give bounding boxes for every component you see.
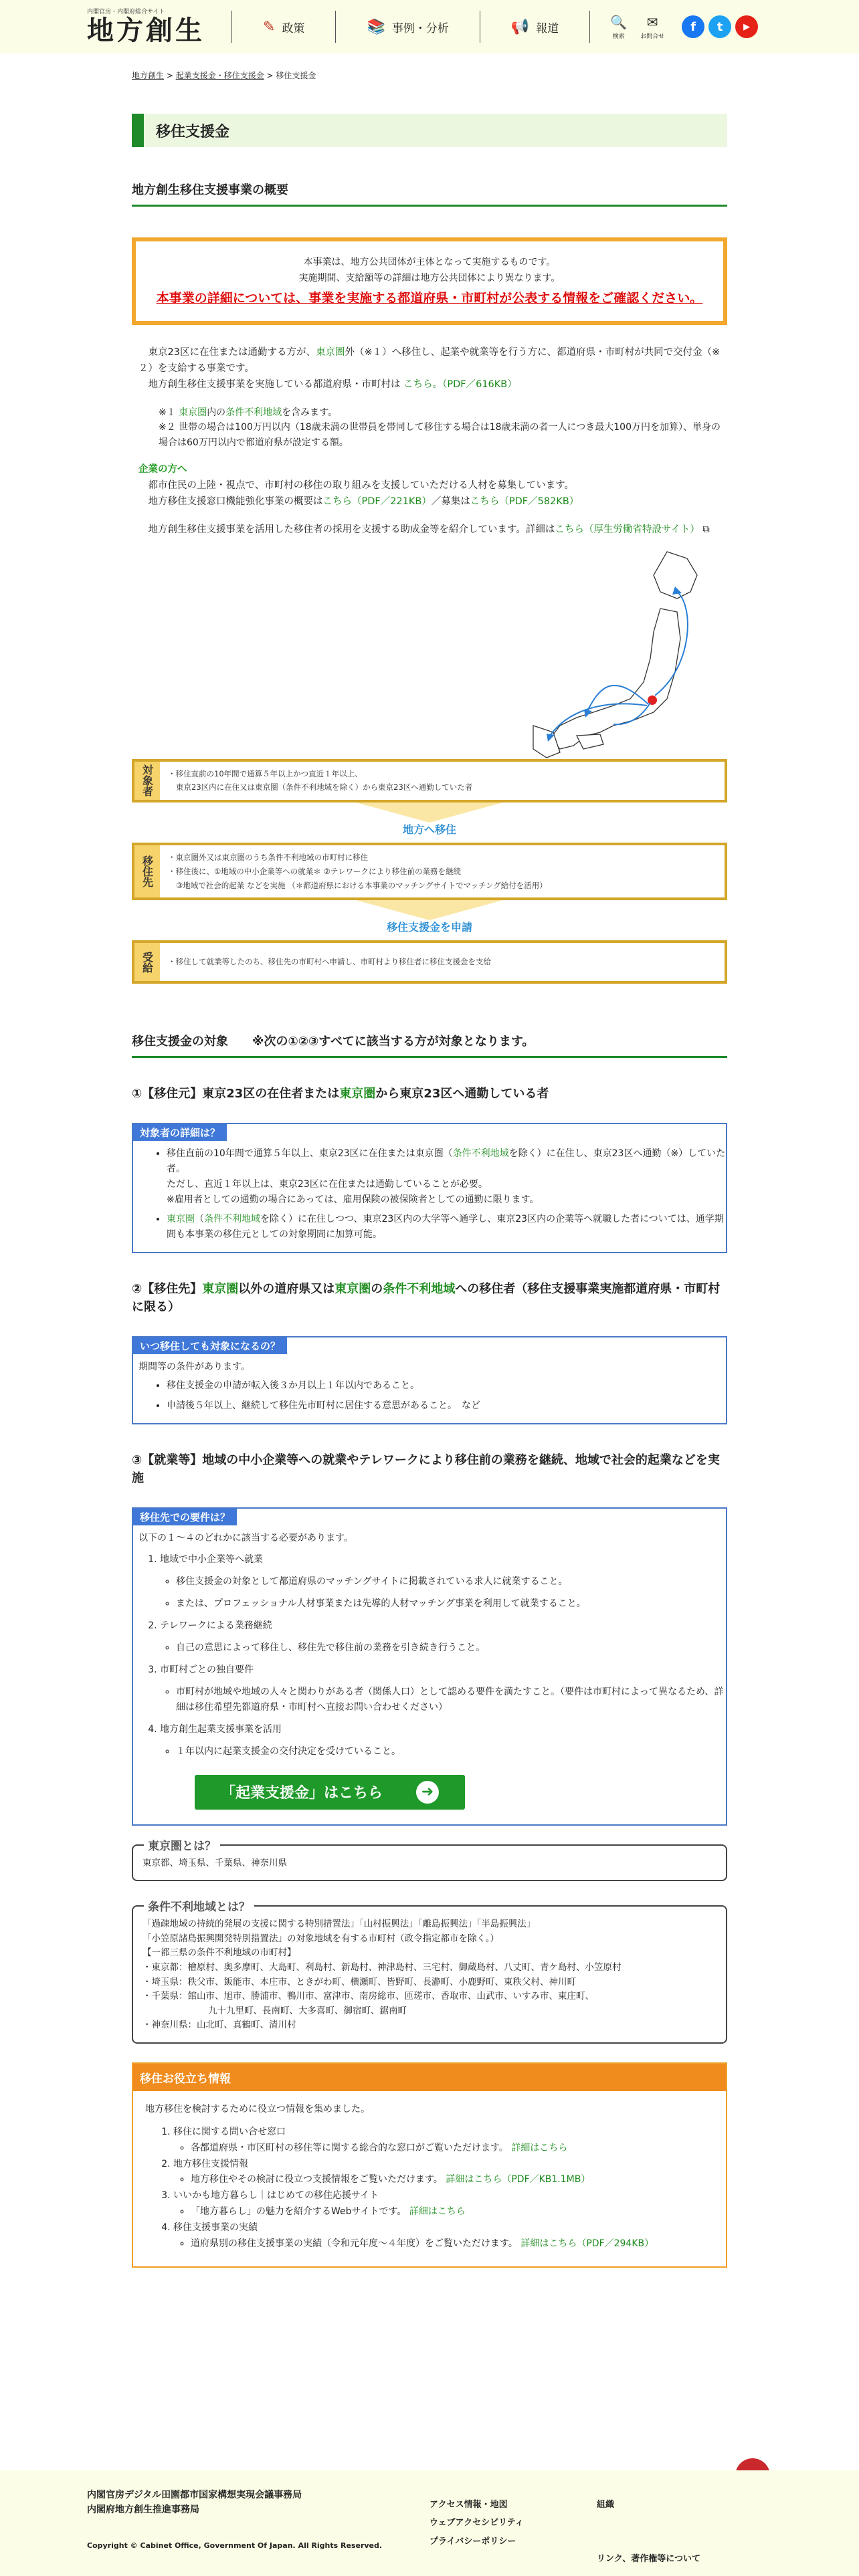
municipality-list-link[interactable]: こちら。（PDF／616KB） xyxy=(403,379,517,390)
list-item: • 移住支援金の申請が転入後３か月以上１年以内であること。 xyxy=(167,1378,726,1394)
box-line: ・千葉県：館山市、旭市、勝浦市、鴨川市、富津市、南房総市、匝瑳市、香取市、山武市、いすみ市、東庄町、 xyxy=(142,1991,594,2002)
flow-line: ③地域で社会的起業 などを実施 （＊都道府県における本事業のマッチングサイトでマッチング給付を活用） xyxy=(176,880,547,890)
breadcrumb: 地方創生 > 起業支援金・移住支援金 > 移住支援金 xyxy=(132,71,316,80)
info-link[interactable]: 詳細はこちら（PDF／294KB） xyxy=(520,2238,654,2249)
section3-detail-box xyxy=(132,1507,727,1826)
recruit-pdf-link[interactable]: こちら（PDF／582KB） xyxy=(470,496,579,507)
section1-heading xyxy=(132,1085,727,1103)
nav-label: 政策 xyxy=(282,21,305,35)
box-title: 対象者の詳細は？ xyxy=(133,1124,227,1141)
section2-heading xyxy=(132,1280,727,1316)
list-item xyxy=(160,1618,726,1656)
copyright: Copyright © Cabinet Office, Government Of Japan. All Rights Reserved. xyxy=(87,2541,383,2550)
list-item xyxy=(160,1722,726,1759)
org-name: 内閣府地方創生推進事務局 xyxy=(87,2504,199,2516)
corp-text: ／募集は xyxy=(431,496,470,507)
list-text: ※雇用者としての通勤の場合にあっては、雇用保険の被保険者としての通勤に限ります。 xyxy=(167,1194,539,1206)
footer-link[interactable]: プライバシーポリシー xyxy=(430,2536,516,2547)
corp-heading: 企業の方へ xyxy=(138,464,187,475)
site-footer xyxy=(0,2470,859,2576)
overview-heading: 地方創生移住支援事業の概要 xyxy=(132,181,727,207)
heading-part: への移住者（移住支援事業実施都道府県・市町村に限る） xyxy=(132,1282,721,1315)
breadcrumb-parent[interactable]: 起業支援金・移住支援金 xyxy=(175,71,264,80)
heading-part: 以外の道府県又は xyxy=(238,1282,335,1297)
overview-pdf-link[interactable]: こちら（PDF／221KB） xyxy=(322,496,432,507)
contact-label: お問合せ xyxy=(640,33,665,40)
flow-label: 受給 xyxy=(134,943,160,981)
flow-line: ・移住して就業等したのち、移住先の市町村へ申請し、市町村より移住者に移住支援金を支給 xyxy=(168,957,491,967)
footer-org xyxy=(87,2488,302,2518)
twitter-icon[interactable]: t xyxy=(708,15,731,38)
list-item xyxy=(160,1662,726,1715)
org-name: 内閣官房デジタル田園都市国家構想実現会議事務局 xyxy=(87,2490,302,2500)
logo-title: 地方創生 xyxy=(87,15,205,46)
mhlw-site-link[interactable]: こちら（厚生労働省特設サイト） xyxy=(555,524,700,535)
box-line: 【一都三県の条件不利地域の市町村】 xyxy=(142,1947,296,1959)
flow-label: 対象者 xyxy=(134,762,160,800)
list-text: 移住直前の10年間で通算５年以上、東京23区に在住または東京圏（ xyxy=(167,1148,453,1159)
flow-label: 移住先 xyxy=(134,845,160,897)
tokyo-area-link[interactable]: 東京圏 xyxy=(315,347,345,358)
nav-item-policy[interactable] xyxy=(232,19,335,35)
pen-icon: ✎ xyxy=(263,18,276,35)
corp-section xyxy=(132,462,727,510)
youtube-icon[interactable]: ▶ xyxy=(735,15,758,38)
search-icon: 🔍 xyxy=(610,13,628,30)
heading-part: ②【移住先】 xyxy=(132,1282,203,1297)
section1-detail-box xyxy=(132,1123,727,1254)
list-text: （ xyxy=(195,1214,204,1225)
contact-button[interactable] xyxy=(640,14,664,40)
box-line: ・東京都：檜原村、奥多摩町、大島町、利島村、新島村、神津島村、三宅村、御蔵島村、八丈町、青ケ島村、小笠原村 xyxy=(142,1961,622,1973)
grant-text xyxy=(132,522,727,538)
requirement-label: 地方創生起業支援事業を活用 xyxy=(160,1724,282,1735)
tokyo-area-link[interactable]: 東京圏 xyxy=(202,1282,239,1297)
requirement-detail: ◦ または、プロフェッショナル人材事業または先導的人材マッチング事業を利用して就業すること。 xyxy=(176,1596,726,1612)
info-link[interactable]: 詳細はこちら xyxy=(511,2142,568,2153)
target-heading: 移住支援金の対象 ※次の①②③すべてに該当する方が対象となります。 xyxy=(132,1032,727,1058)
box-title: いつ移住しても対象になるの？ xyxy=(133,1337,287,1354)
footnote-text: を含みます。 xyxy=(282,407,338,418)
search-label: 検索 xyxy=(612,33,625,40)
logo-subtitle: 内閣官房・内閣府総合サイト xyxy=(87,9,165,15)
tokyo-area-box xyxy=(132,1839,727,1882)
nav-label: 報道 xyxy=(536,21,559,35)
info-text: 地方移住やその検討に役立つ支援情報をご覧いただけます。 xyxy=(191,2174,443,2185)
list-item xyxy=(173,2125,726,2157)
arrow-right-icon: ➜ xyxy=(416,1781,439,1804)
flow-line: 東京23区内に在住又は東京圏（条件不利地域を除く）から東京23区へ通勤していた者 xyxy=(176,782,473,792)
breadcrumb-home[interactable]: 地方創生 xyxy=(132,71,165,80)
box-line: 九十九里町、長南町、大多喜町、御宿町、鋸南町 xyxy=(208,2005,407,2016)
requirement-label: 地域で中小企業等へ就業 xyxy=(160,1553,263,1565)
box-title: 条件不利地域とは？ xyxy=(144,1899,254,1917)
facebook-icon[interactable]: f xyxy=(682,15,704,38)
footer-link[interactable]: ウェブアクセシビリティ xyxy=(430,2518,524,2529)
disadvantaged-area-link[interactable]: 条件不利地域 xyxy=(383,1282,456,1297)
notice-warning: 本事業の詳細については、事業を実施する都道府県・市町村が公表する情報をご確認ください。 xyxy=(156,290,703,306)
info-label: 移住支援事業の実績 xyxy=(173,2222,258,2233)
requirement-detail: ◦ 移住支援金の対象として都道府県のマッチングサイトに掲載されている求人に就業すること。 xyxy=(176,1574,726,1590)
disadvantaged-area-link[interactable]: 条件不利地域 xyxy=(452,1148,509,1159)
flow-arrow-apply xyxy=(132,900,727,940)
footer-links xyxy=(430,2496,524,2551)
list-text: を除く）に在住し、東京23区へ通勤（※）していた者。 xyxy=(167,1148,726,1174)
shikoku-shape xyxy=(577,734,603,749)
button-label: 「起業支援金」はこちら xyxy=(220,1785,383,1802)
info-link[interactable]: 詳細はこちら（PDF／KB1.1MB） xyxy=(446,2174,591,2185)
tokyo-area-link[interactable]: 東京圏 xyxy=(335,1282,371,1297)
box-intro: 以下の１～４のどれかに該当する必要があります。 xyxy=(138,1532,353,1543)
info-label: 移住に関する問い合せ窓口 xyxy=(173,2126,286,2137)
notice-box xyxy=(132,237,727,325)
social-links xyxy=(682,15,758,38)
requirement-detail: ◦ １年以内に起業支援金の交付決定を受けていること。 xyxy=(176,1744,726,1759)
mail-icon: ✉ xyxy=(646,13,658,30)
list-text: を除く）に在住しつつ、東京23区内の大学等へ通学し、東京23区内の企業等へ就職した者については、通学期間も本事業の移住元としての対象期間に加算可能。 xyxy=(167,1214,724,1241)
utility-links xyxy=(610,14,664,40)
japan-map-illustration xyxy=(132,545,727,759)
requirement-label: テレワークによる業務継続 xyxy=(160,1620,272,1631)
list-item: • 申請後５年以上、継続して移住先市町村に居住する意思があること。 など xyxy=(167,1398,726,1414)
list-item xyxy=(173,2188,726,2220)
flow-line: ・東京圏外又は東京圏のうち条件不利地域の市町村に移住 xyxy=(168,853,368,863)
section2-detail-box xyxy=(132,1336,727,1424)
grant-text-part: 地方創生移住支援事業を活用した移住者の採用を支援する助成金等を紹介しています。詳細は xyxy=(148,524,555,535)
intro-text-part: 地方創生移住支援事業を実施している都道府県・市町村は xyxy=(148,379,404,390)
intro-text-part: 東京23区に在住または通勤する方が、 xyxy=(148,347,316,358)
footnotes xyxy=(132,405,727,450)
requirement-label: 市町村ごとの独自要件 xyxy=(160,1665,254,1676)
requirement-detail: ◦ 市町村が地域や地域の人々と関わりがある者（関係人口）として認める要件を満たすこと。（要件は市町村によって異なるため、詳細は移住希望先都道府県・市町村へ直接お問い合わせください） xyxy=(176,1685,726,1715)
page-title: 移住支援金 xyxy=(132,114,727,147)
footer-link[interactable]: 組織 xyxy=(597,2500,615,2510)
footer-link[interactable]: リンク、著作権等について xyxy=(597,2554,700,2565)
flow-destination-box xyxy=(132,843,727,900)
nav-item-cases[interactable] xyxy=(336,19,479,35)
flow-arrow-shape xyxy=(356,900,503,920)
disadvantaged-area-link[interactable]: 条件不利地域 xyxy=(225,407,282,418)
external-link-icon: ⧉ xyxy=(699,524,710,535)
info-text: 「地方暮らし」の魅力を紹介するWebサイトです。 xyxy=(191,2206,407,2217)
footnote-text: 内の xyxy=(207,407,226,418)
heading-part: ①【移住元】東京23区の在住者または xyxy=(132,1086,340,1101)
startup-grant-button[interactable] xyxy=(195,1775,465,1810)
list-item xyxy=(173,2220,726,2252)
japan-map xyxy=(132,545,727,759)
box-intro: 地方移住を検討するために役立つ情報を集めました。 xyxy=(145,2103,370,2115)
corp-text: 地方移住支援窓口機能強化事業の概要は xyxy=(148,496,323,507)
footer-links xyxy=(597,2496,700,2569)
heading-part: の xyxy=(371,1282,383,1297)
flow-line: ・移住直前の10年間で通算５年以上かつ直近１年以上、 xyxy=(168,768,363,778)
info-label: 地方移住支援情報 xyxy=(173,2158,248,2169)
breadcrumb-current: 移住支援金 xyxy=(276,71,316,80)
list-item xyxy=(173,2157,726,2189)
box-title: 東京圏とは？ xyxy=(144,1838,220,1856)
info-text: 道府県別の移住支援事業の実績（令和元年度～４年度）をご覧いただけます。 xyxy=(191,2238,518,2249)
flow-receive-box xyxy=(132,940,727,984)
flow-text xyxy=(160,845,555,897)
box-line: 「小笠原諸島振興開発特別措置法」の対象地域を有する市町村（政令指定都市を除く。） xyxy=(142,1933,499,1944)
footnote-text: ※２ 世帯の場合は100万円以内（18歳未満の世帯員を帯同して移住する場合は18歳未満の者一人につき最大100万円を加算）、単身の場合は60万円以内で都道府県が設定する額。 xyxy=(159,422,721,448)
tokyo-area-link[interactable]: 東京圏 xyxy=(179,407,207,418)
tokyo-marker xyxy=(648,695,657,705)
intro-text xyxy=(132,345,727,393)
list-text: ただし、直近１年以上は、東京23区に在住または通勤していることが必要。 xyxy=(167,1179,488,1190)
box-title: 移住先での要件は？ xyxy=(133,1509,237,1525)
info-link[interactable]: 詳細はこちら xyxy=(409,2206,466,2217)
corp-text: 都市住民の上陸・視点で、市町村の移住の取り組みを支援していただける人材を募集しています。 xyxy=(148,480,575,491)
section3-heading: ③【就業等】地域の中小企業等への就業やテレワークにより移住前の業務を継続、地域で社会的起業などを実施 xyxy=(132,1453,720,1485)
nav-label: 事例・分析 xyxy=(391,21,449,35)
list-item xyxy=(160,1552,726,1612)
info-label: いいかも地方暮らし｜はじめての移住応援サイト xyxy=(173,2190,379,2202)
intro-text-part: 外（※１）へ移住し、起業や就業等を行う方に、都道府県・市町村が共同で交付金（※２）を支給する事業です。 xyxy=(138,347,721,374)
site-logo[interactable] xyxy=(87,9,205,44)
flow-arrow-label: 移住支援金を申請 xyxy=(386,921,472,934)
main-content xyxy=(132,53,727,2268)
box-title: 移住お役立ち情報 xyxy=(133,2064,726,2091)
box-line: 「過疎地域の持続的発展の支援に関する特別措置法」「山村振興法」「離島振興法」「半島振興法」 xyxy=(142,1919,536,1930)
site-header xyxy=(0,0,859,53)
tokyo-area-link[interactable]: 東京圏 xyxy=(167,1214,195,1225)
box-body: 東京都、埼玉県、千葉県、神奈川県 xyxy=(142,1857,287,1868)
honshu-shape xyxy=(550,609,680,749)
flow-arrow-shape xyxy=(356,802,503,823)
search-button[interactable] xyxy=(610,14,627,40)
tokyo-area-link[interactable]: 東京圏 xyxy=(339,1086,376,1101)
notice-line: 本事業は、地方公共団体が主体となって実施するものです。 xyxy=(303,257,556,267)
flow-target-box xyxy=(132,759,727,802)
notice-line: 実施期間、支給額等の詳細は地方公共団体により異なります。 xyxy=(298,272,561,284)
disadvantaged-area-box xyxy=(132,1901,727,2044)
footnote-text: ※１ xyxy=(159,407,179,418)
list-item xyxy=(167,1146,726,1208)
flow-arrow-move xyxy=(132,802,727,843)
box-line: ・埼玉県：秩父市、飯能市、本庄市、ときがわ町、横瀬町、皆野町、長瀞町、小鹿野町、東秩父村、神川町 xyxy=(142,1976,576,1988)
nav-item-press[interactable] xyxy=(480,19,589,35)
box-line: ・神奈川県：山北町、真鶴町、清川村 xyxy=(142,2020,296,2031)
useful-info-box xyxy=(132,2062,727,2268)
flow-arrow-label: 地方へ移住 xyxy=(402,823,456,837)
megaphone-icon: 📢 xyxy=(510,18,530,35)
disadvantaged-area-link[interactable]: 条件不利地域 xyxy=(204,1214,260,1225)
box-intro: 期間等の条件があります。 xyxy=(138,1362,250,1373)
nav-divider xyxy=(589,11,590,43)
flow-text xyxy=(160,762,480,800)
heading-part: から東京23区へ通勤している者 xyxy=(375,1086,549,1101)
book-icon: 📚 xyxy=(367,18,385,35)
info-text: 各都道府県・市区町村の移住等に関する総合的な窓口がご覧いただけます。 xyxy=(191,2142,508,2153)
list-item xyxy=(167,1212,726,1243)
footer-link[interactable]: アクセス情報・地図 xyxy=(430,2500,508,2510)
flow-line: ・移住後に、①地域の中小企業等への就業＊ ②テレワークにより移住前の業務を継続 xyxy=(168,866,462,876)
global-nav xyxy=(231,11,590,43)
requirement-detail: ◦ 自己の意思によって移住し、移住先で移住前の業務を引き続き行うこと。 xyxy=(176,1640,726,1656)
